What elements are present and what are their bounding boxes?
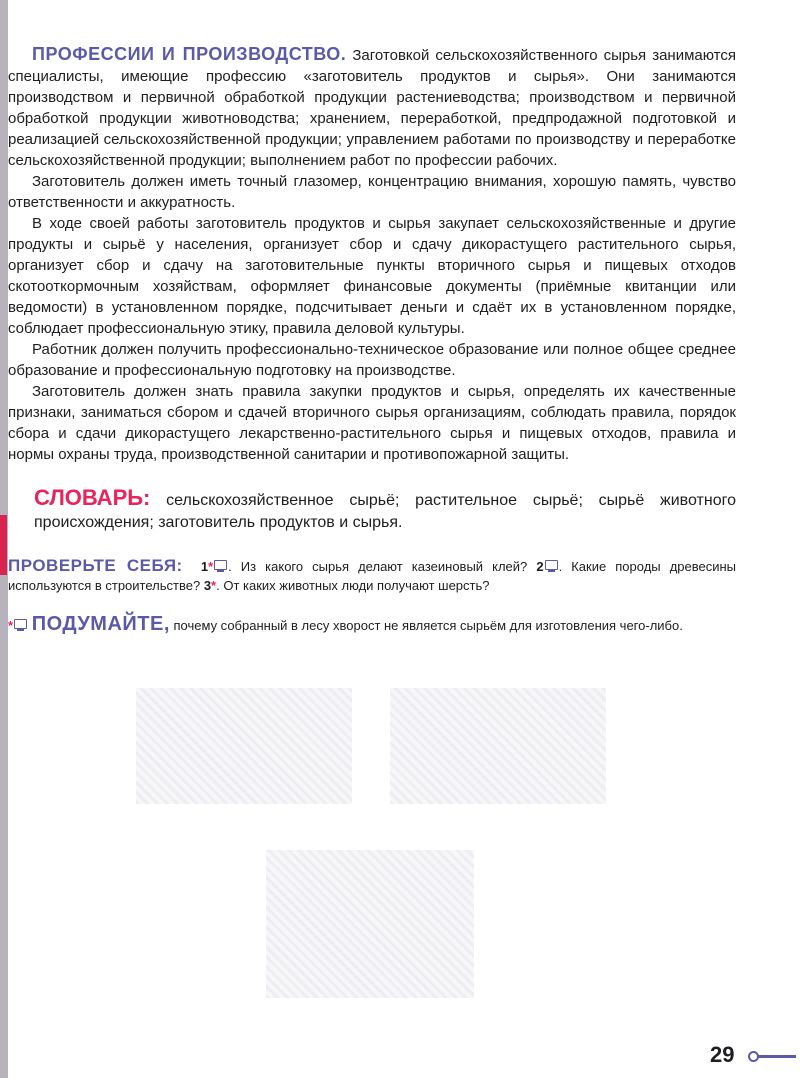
- think-heading: ПОДУМАЙТЕ,: [31, 613, 170, 635]
- think-text: почему собранный в лесу хворост не является сырьём для изготовления чего-либо.: [169, 618, 683, 633]
- section-heading: ПРОФЕССИИ И ПРОИЗВОДСТВО.: [32, 44, 347, 64]
- question-text: . Какие породы древесины используются в строительстве?: [8, 559, 737, 593]
- think-block: [0, 615, 800, 635]
- body-paragraph: Работник должен получить профессионально-техническое образование или полное общее среднее образование и профессиональную подготовку на производстве.: [8, 341, 736, 379]
- page-marker-icon: [748, 1051, 759, 1062]
- body-paragraph: Заготовитель должен знать правила закупки продуктов и сырья, определять их качественные признаки, заниматься сбором и сдачей вторичного сырья организациям, соблюдать правила, порядок сбора и сдачи дикорастущего лекарственно-растительного сырья и пищевых отходов, правила и нормы охраны труда, производственной санитарии и противопожарной защиты.: [8, 383, 736, 463]
- dictionary-heading: СЛОВАРЬ:: [34, 485, 151, 510]
- question-star: *: [211, 578, 217, 593]
- question-number: 3: [203, 578, 212, 593]
- question-number: 2: [536, 559, 544, 574]
- check-yourself-block: [0, 556, 800, 595]
- computer-icon: [214, 560, 227, 570]
- think-star: *: [8, 618, 14, 633]
- show-through-photo: [266, 850, 474, 998]
- body-paragraph: В ходе своей работы заготовитель продуктов и сырья закупает сельскохозяйственные и другие продукты и сырьё у населения, организует сбор и сдачу дикорастущего растительного сырья, организует сбор и сдачу на заготовительные пункты вторичного сырья и пищевых отходов скотооткормочным хозяйствам, оформляет финансовые документы (приёмные квитанции или ведомости) в установленном порядке, подсчитывает деньги и сдаёт их в установленном порядке, соблюдает профессиональную этику, правила деловой культуры.: [8, 215, 736, 337]
- computer-icon: [14, 619, 27, 629]
- dictionary-block: [0, 487, 800, 534]
- section-lead-text: Заготовкой сельскохозяйственного сырья занимаются специалисты, имеющие профессию «заготовитель продуктов и сырья». Они занимаются производством и первичной обработкой продукции растениеводства; производством и первичной обработкой продукции животноводства; хранением, переработкой, предпродажной подготовкой и реализацией сельскохозяйственной продукции; управлением работами по производству и переработке сельскохозяйственной продукции; выполнением работ по профессии рабочих.: [8, 47, 736, 169]
- body-paragraph: Заготовитель должен иметь точный глазомер, концентрацию внимания, хорошую память, чувство ответственности и аккуратность.: [8, 173, 736, 211]
- question-text: . Из какого сырья делают казеиновый клей?: [228, 559, 528, 574]
- question-number: 1: [200, 559, 209, 574]
- check-yourself-heading: ПРОВЕРЬТЕ СЕБЯ:: [8, 556, 183, 575]
- show-through-photo: [390, 688, 606, 804]
- show-through-photo: [136, 688, 352, 804]
- question-star: *: [208, 559, 214, 574]
- computer-icon: [545, 560, 558, 570]
- page-number: 29: [710, 1042, 735, 1067]
- page-content: [0, 44, 800, 635]
- section-paragraph: [0, 44, 800, 171]
- dictionary-text: сельскохозяйственное сырьё; растительное сырьё; сырьё животного происхождения; заготовитель продуктов и сырья.: [34, 492, 736, 531]
- question-text: . От каких животных люди получают шерсть?: [216, 578, 490, 593]
